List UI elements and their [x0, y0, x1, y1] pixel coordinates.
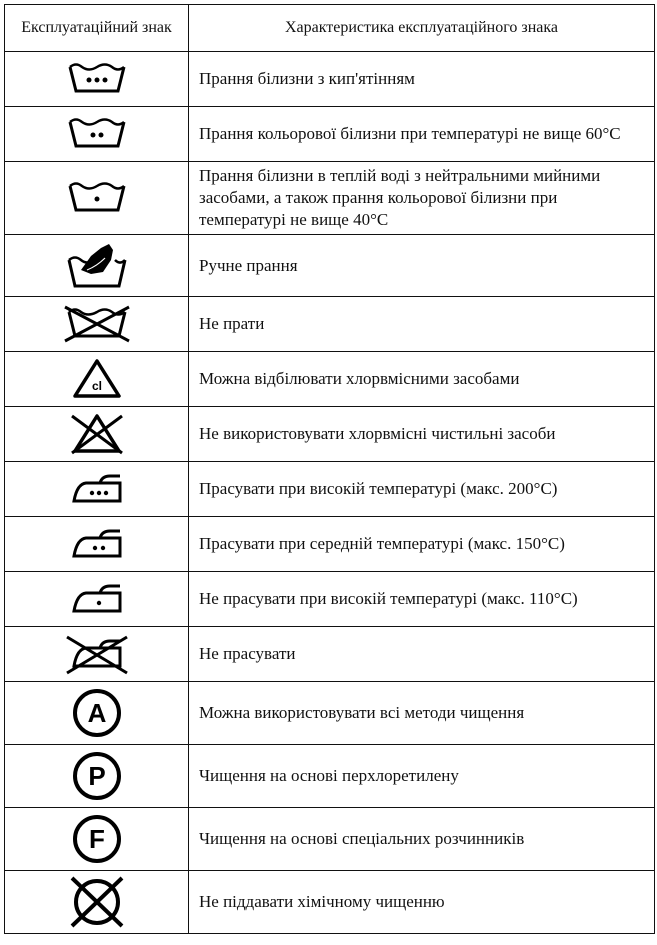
table-row [5, 352, 655, 407]
description-cell: Чищення на основі спеціальних розчинників [189, 808, 655, 871]
wash-tub-40-icon [62, 178, 132, 218]
description-cell: Чищення на основі перхлоретилену [189, 745, 655, 808]
symbol-cell [5, 682, 189, 745]
table-row [5, 572, 655, 627]
symbol-cell [5, 572, 189, 627]
symbol-cell [5, 517, 189, 572]
description-cell: Прання білизни в теплій воді з нейтральними мийними засобами, а також прання кольорової білизни при температурі не вище 40°С [189, 162, 655, 235]
wash-tub-60-icon [62, 114, 132, 154]
symbol-cell [5, 745, 189, 808]
description-column-header: Характеристика експлуатаційного знака [189, 5, 655, 52]
dry-clean-letter: A [87, 698, 106, 728]
symbol-cell [5, 871, 189, 934]
description-cell: Прасувати при середній температурі (макс. 150°С) [189, 517, 655, 572]
do-not-dry-clean-icon [64, 874, 130, 930]
table-row [5, 107, 655, 162]
table-row [5, 627, 655, 682]
table-header-row [5, 5, 655, 52]
symbol-cell [5, 407, 189, 462]
table-row [5, 297, 655, 352]
dry-clean-letter: F [88, 824, 105, 854]
table-row [5, 871, 655, 934]
description-cell: Прання кольорової білизни при температурі не вище 60°С [189, 107, 655, 162]
symbol-cell [5, 235, 189, 297]
description-cell: Не використовувати хлорвмісні чистильні засоби [189, 407, 655, 462]
table-row [5, 407, 655, 462]
table-row [5, 52, 655, 107]
description-cell: Не піддавати хімічному чищенню [189, 871, 655, 934]
table-row [5, 808, 655, 871]
do-not-iron-icon [59, 633, 135, 675]
no-chlorine-bleach-icon [62, 411, 132, 457]
description-cell: Можна відбілювати хлорвмісними засобами [189, 352, 655, 407]
table-row [5, 162, 655, 235]
table-row [5, 745, 655, 808]
hand-wash-icon [57, 240, 137, 292]
iron-low-icon [62, 579, 132, 619]
iron-medium-icon [62, 524, 132, 564]
dry-clean-letter: P [87, 761, 106, 791]
iron-high-icon [62, 469, 132, 509]
do-not-wash-icon [59, 303, 135, 345]
care-symbols-table [4, 4, 655, 934]
description-cell: Не прасувати при високій температурі (макс. 110°С) [189, 572, 655, 627]
symbol-cell [5, 808, 189, 871]
description-cell: Прасувати при високій температурі (макс. 200°С) [189, 462, 655, 517]
symbol-cell [5, 297, 189, 352]
description-cell: Прання білизни з кип'ятінням [189, 52, 655, 107]
description-cell: Не прасувати [189, 627, 655, 682]
svg-text:cl: cl [91, 379, 102, 393]
dry-clean-p-icon [67, 749, 127, 803]
description-cell: Не прати [189, 297, 655, 352]
symbol-cell [5, 107, 189, 162]
table-row [5, 235, 655, 297]
symbol-cell [5, 462, 189, 517]
symbol-cell [5, 162, 189, 235]
dry-clean-a-icon [67, 686, 127, 740]
wash-tub-boil-icon [62, 59, 132, 99]
description-cell: Можна використовувати всі методи чищення [189, 682, 655, 745]
symbol-cell [5, 52, 189, 107]
description-cell: Ручне прання [189, 235, 655, 297]
symbol-cell [5, 352, 189, 407]
chlorine-bleach-icon [67, 356, 127, 402]
table-row [5, 517, 655, 572]
symbol-cell [5, 627, 189, 682]
symbol-column-header: Експлуатаційний знак [5, 5, 189, 52]
dry-clean-f-icon [67, 812, 127, 866]
table-row [5, 462, 655, 517]
table-row [5, 682, 655, 745]
